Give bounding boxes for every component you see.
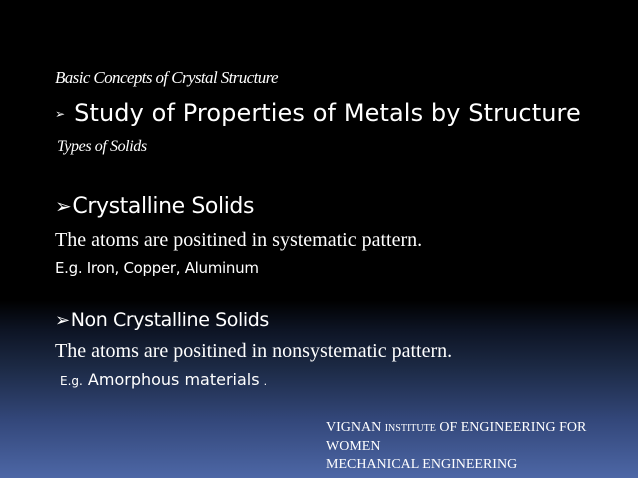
footer-line-2: WOMEN <box>326 439 381 454</box>
example-text: Amorphous materials <box>87 370 260 389</box>
example-suffix: . <box>263 375 268 388</box>
footer-text: OF ENGINEERING FOR <box>435 420 587 435</box>
section-noncrystalline-example <box>60 370 267 389</box>
footer-line-3: MECHANICAL ENGINEERING <box>326 457 518 472</box>
section-crystalline-example: E.g. Iron, Copper, Aluminum <box>55 259 259 277</box>
slide-subtitle: Basic Concepts of Crystal Structure <box>55 68 278 87</box>
footer-line-1 <box>326 419 636 438</box>
arrow-bullet-icon: ➢ <box>55 194 72 218</box>
section-noncrystalline-title <box>55 309 269 331</box>
footer-text: VIGNAN <box>326 420 385 435</box>
section-crystalline-title <box>55 194 254 219</box>
section-noncrystalline-description: The atoms are positined in nonsystematic pattern. <box>55 340 453 362</box>
slide-title <box>55 99 581 127</box>
arrow-bullet-icon: ➢ <box>55 310 70 331</box>
example-prefix: E.g. <box>60 374 83 388</box>
section-crystalline-description: The atoms are positined in systematic pattern. <box>55 229 423 251</box>
section-title-text: Non Crystalline Solids <box>70 309 269 331</box>
footer-text-small: INSTITUTE <box>384 423 436 434</box>
section-title-text: Crystalline Solids <box>72 194 255 219</box>
slide-title-text: Study of Properties of Metals by Structure <box>74 99 581 127</box>
arrow-bullet-icon: ➢ <box>55 107 66 121</box>
types-label: Types of Solids <box>57 138 147 155</box>
institution-footer <box>326 419 636 474</box>
